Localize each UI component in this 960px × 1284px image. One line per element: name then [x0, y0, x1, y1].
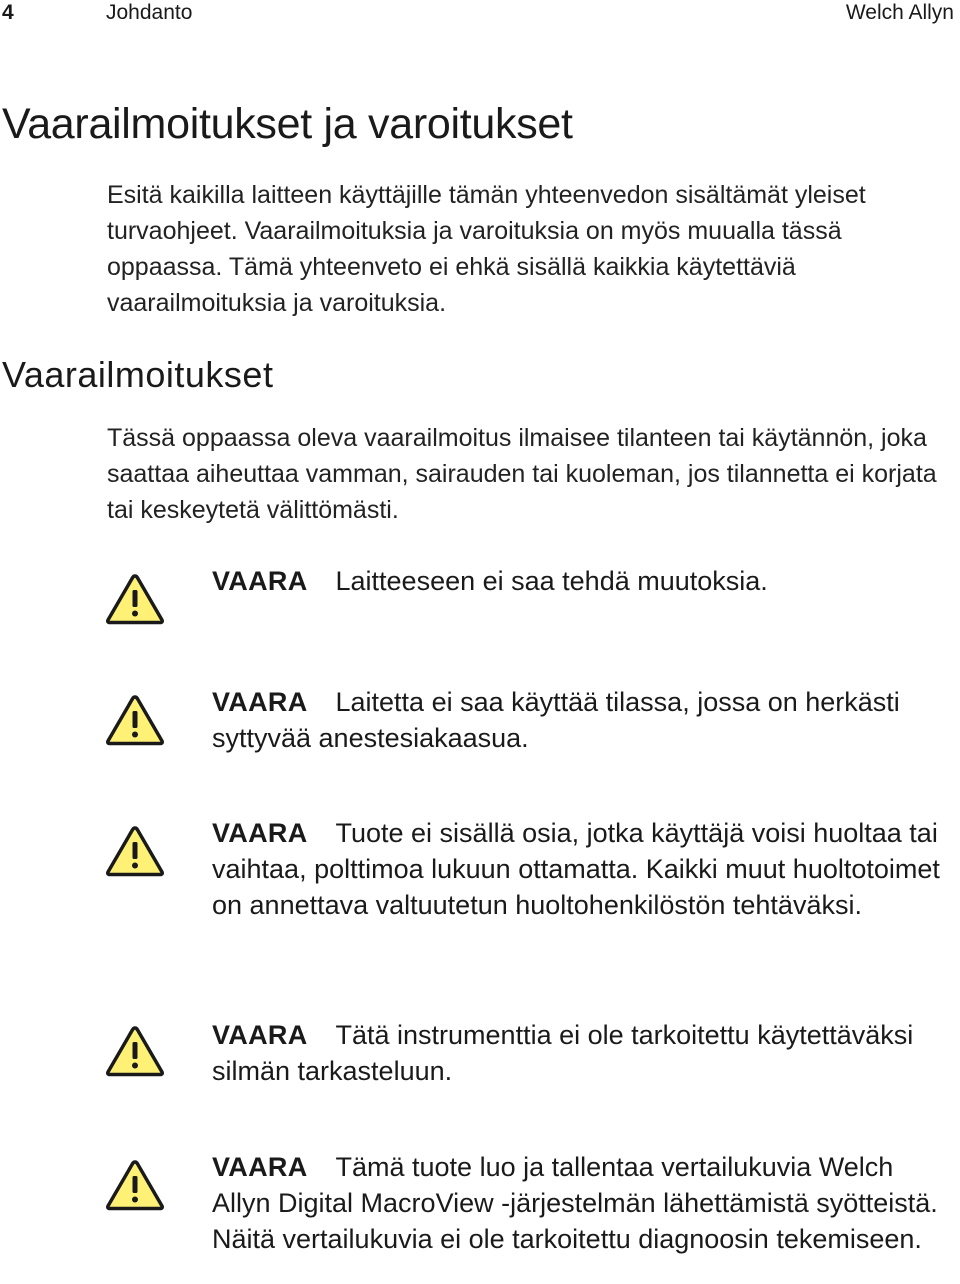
- warning-text: [212, 563, 952, 599]
- exclamation-bar: [133, 1176, 138, 1193]
- exclamation-bar: [133, 590, 138, 607]
- warning-label: VAARA: [212, 1020, 308, 1050]
- exclamation-bar: [133, 711, 138, 728]
- exclamation-dot: [132, 611, 138, 617]
- warning-label: VAARA: [212, 566, 308, 596]
- warning-text: [212, 1017, 952, 1089]
- warning-triangle-icon: [105, 1159, 165, 1211]
- warning-label: VAARA: [212, 687, 308, 717]
- warning-text: [212, 815, 952, 923]
- exclamation-dot: [132, 732, 138, 738]
- exclamation-bar: [133, 1042, 138, 1059]
- page-title: Vaarailmoitukset ja varoitukset: [2, 100, 573, 148]
- warning-text: [212, 1149, 952, 1257]
- exclamation-dot: [132, 863, 138, 869]
- warning-triangle-icon: [105, 573, 165, 625]
- warning-text: [212, 684, 952, 756]
- warning-message: Laitteeseen ei saa tehdä muutoksia.: [335, 566, 768, 596]
- warning-label: VAARA: [212, 1152, 308, 1182]
- exclamation-dot: [132, 1197, 138, 1203]
- section-intro-paragraph: Tässä oppaassa oleva vaarailmoitus ilmaisee tilanteen tai käytännön, joka saattaa aiheuttaa vamman, sairauden tai kuoleman, jos tilannetta ei korjata tai keskeytetä välittömästi.: [107, 424, 937, 524]
- warning-triangle-icon: [105, 1025, 165, 1077]
- warning-triangle-icon: [105, 825, 165, 877]
- page-header: [0, 0, 960, 26]
- chapter-name: Johdanto: [106, 1, 193, 24]
- warning-message: Laitetta ei saa käyttää tilassa, jossa on herkästi syttyvää anestesiakaasua.: [212, 687, 900, 753]
- warning-message: Tuote ei sisällä osia, jotka käyttäjä voisi huoltaa tai vaihtaa, polttimoa lukuun ottamatta. Kaikki muut huoltotoimet on annettava valtuutetun huoltohenkilöstön tehtäväksi.: [212, 818, 940, 920]
- page-number: 4: [2, 1, 14, 24]
- section-heading: Vaarailmoitukset: [2, 354, 274, 395]
- warning-message: Tätä instrumenttia ei ole tarkoitettu käytettäväksi silmän tarkasteluun.: [212, 1020, 914, 1086]
- exclamation-dot: [132, 1063, 138, 1069]
- intro-paragraph: Esitä kaikilla laitteen käyttäjille tämän yhteenvedon sisältämät yleiset turvaohjeet. Vaarailmoituksia ja varoituksia on myös muualla tässä oppaassa. Tämä yhteenveto ei ehkä sisällä kaikkia käytettäviä vaarailmoituksia ja varoituksia.: [107, 181, 866, 317]
- exclamation-bar: [133, 842, 138, 859]
- warning-label: VAARA: [212, 818, 308, 848]
- brand-name: Welch Allyn: [845, 1, 954, 24]
- warning-message: Tämä tuote luo ja tallentaa vertailukuvia Welch Allyn Digital MacroView -järjestelmän lähettämistä syötteistä. Näitä vertailukuvia ei ole tarkoitettu diagnoosin tekemiseen.: [212, 1152, 938, 1254]
- warning-triangle-icon: [105, 694, 165, 746]
